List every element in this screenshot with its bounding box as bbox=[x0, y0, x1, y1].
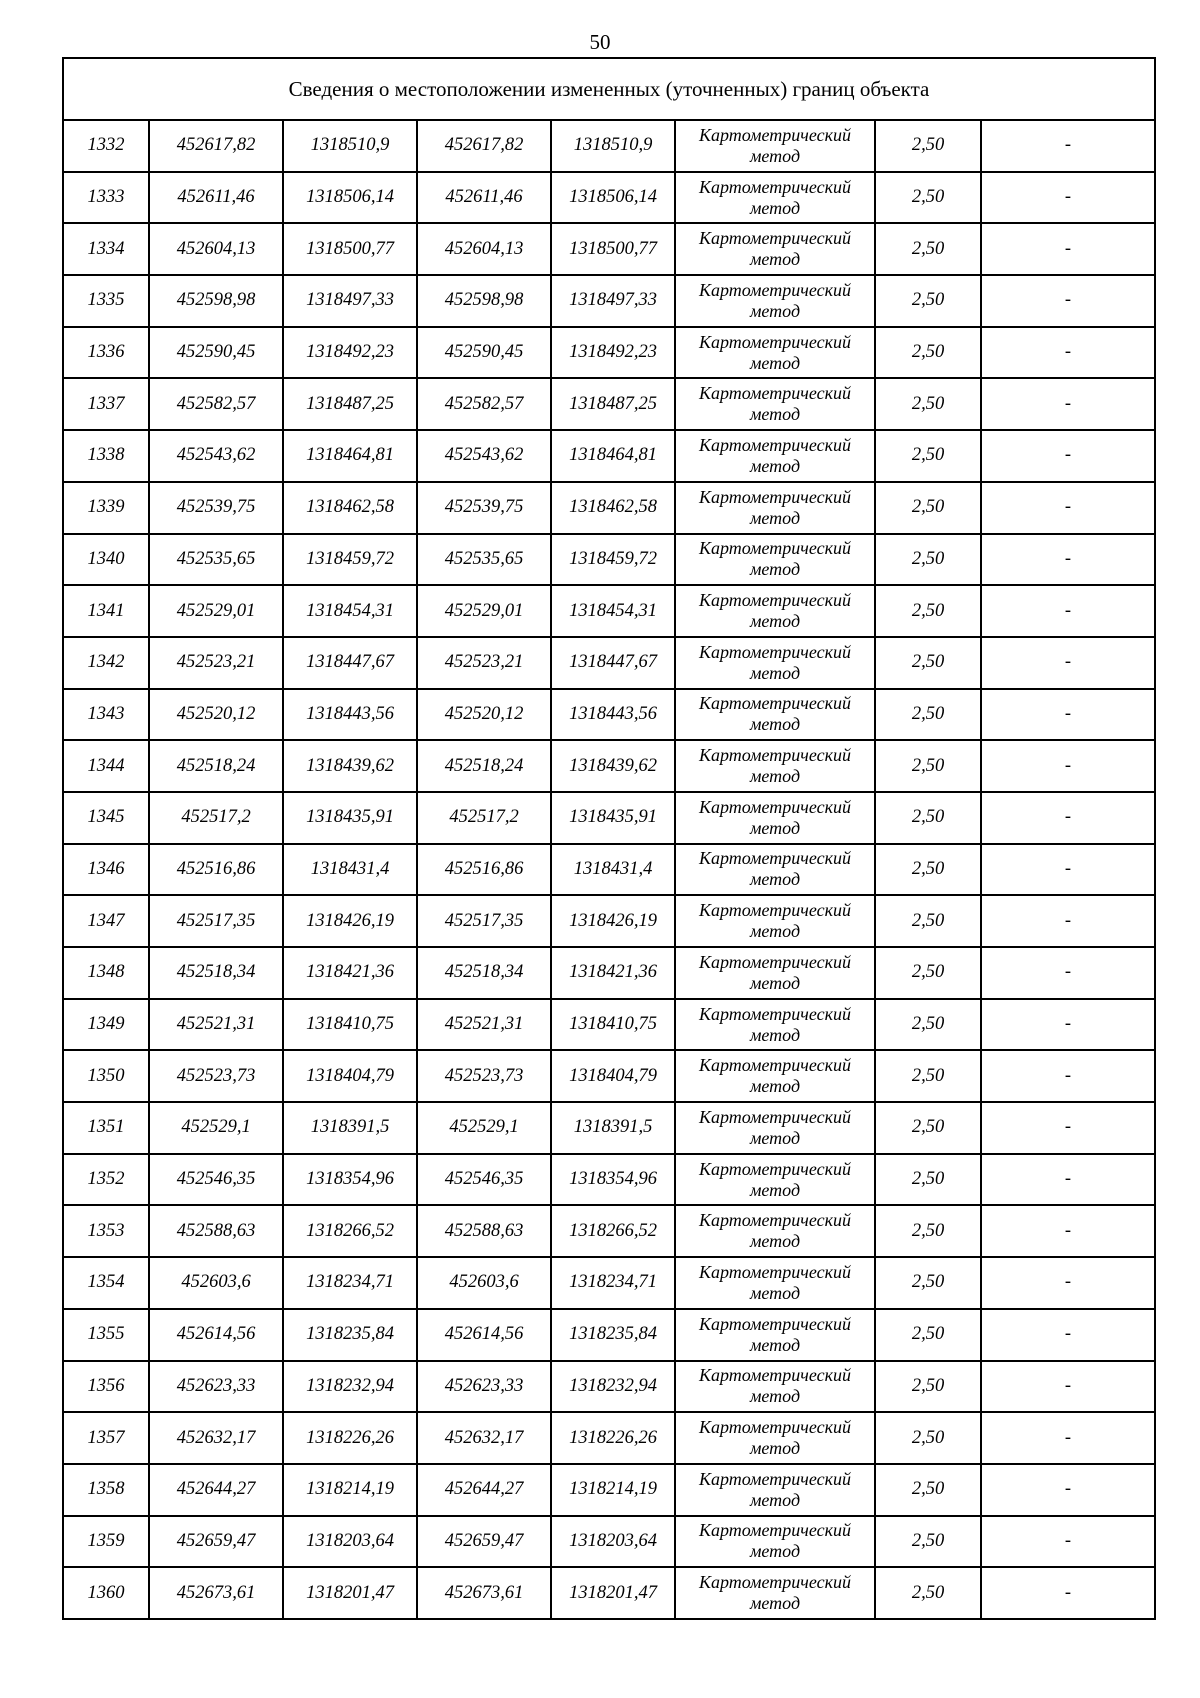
point-number-cell: 1351 bbox=[63, 1102, 149, 1154]
accuracy-cell: 2,50 bbox=[875, 172, 981, 224]
description-cell: - bbox=[981, 1257, 1155, 1309]
new-x-cell: 452517,2 bbox=[417, 792, 551, 844]
point-number-cell: 1354 bbox=[63, 1257, 149, 1309]
description-cell: - bbox=[981, 1567, 1155, 1619]
new-x-cell: 452603,6 bbox=[417, 1257, 551, 1309]
accuracy-cell: 2,50 bbox=[875, 999, 981, 1051]
point-number-cell: 1340 bbox=[63, 534, 149, 586]
existing-x-cell: 452588,63 bbox=[149, 1205, 283, 1257]
existing-y-cell: 1318421,36 bbox=[283, 947, 417, 999]
new-x-cell: 452604,13 bbox=[417, 223, 551, 275]
accuracy-cell: 2,50 bbox=[875, 1464, 981, 1516]
point-number-cell: 1334 bbox=[63, 223, 149, 275]
point-number-cell: 1348 bbox=[63, 947, 149, 999]
new-y-cell: 1318426,19 bbox=[551, 895, 675, 947]
method-cell: Картометрический метод bbox=[675, 947, 875, 999]
description-cell: - bbox=[981, 1154, 1155, 1206]
existing-x-cell: 452614,56 bbox=[149, 1309, 283, 1361]
table-row bbox=[63, 947, 1155, 999]
description-cell: - bbox=[981, 1464, 1155, 1516]
new-y-cell: 1318443,56 bbox=[551, 689, 675, 741]
accuracy-cell: 2,50 bbox=[875, 482, 981, 534]
new-x-cell: 452673,61 bbox=[417, 1567, 551, 1619]
new-x-cell: 452617,82 bbox=[417, 120, 551, 172]
new-y-cell: 1318235,84 bbox=[551, 1309, 675, 1361]
method-cell: Картометрический метод bbox=[675, 999, 875, 1051]
existing-y-cell: 1318454,31 bbox=[283, 585, 417, 637]
new-y-cell: 1318214,19 bbox=[551, 1464, 675, 1516]
method-cell: Картометрический метод bbox=[675, 689, 875, 741]
method-cell: Картометрический метод bbox=[675, 378, 875, 430]
new-y-cell: 1318410,75 bbox=[551, 999, 675, 1051]
new-x-cell: 452614,56 bbox=[417, 1309, 551, 1361]
existing-x-cell: 452590,45 bbox=[149, 327, 283, 379]
existing-y-cell: 1318500,77 bbox=[283, 223, 417, 275]
existing-x-cell: 452604,13 bbox=[149, 223, 283, 275]
new-x-cell: 452582,57 bbox=[417, 378, 551, 430]
table-row bbox=[63, 378, 1155, 430]
method-cell: Картометрический метод bbox=[675, 1257, 875, 1309]
existing-x-cell: 452543,62 bbox=[149, 430, 283, 482]
description-cell: - bbox=[981, 792, 1155, 844]
point-number-cell: 1360 bbox=[63, 1567, 149, 1619]
existing-x-cell: 452523,73 bbox=[149, 1050, 283, 1102]
table-row bbox=[63, 1412, 1155, 1464]
method-cell: Картометрический метод bbox=[675, 1567, 875, 1619]
new-x-cell: 452517,35 bbox=[417, 895, 551, 947]
accuracy-cell: 2,50 bbox=[875, 327, 981, 379]
table-row bbox=[63, 1205, 1155, 1257]
point-number-cell: 1359 bbox=[63, 1516, 149, 1568]
table-row bbox=[63, 637, 1155, 689]
new-y-cell: 1318226,26 bbox=[551, 1412, 675, 1464]
new-x-cell: 452535,65 bbox=[417, 534, 551, 586]
point-number-cell: 1345 bbox=[63, 792, 149, 844]
existing-y-cell: 1318235,84 bbox=[283, 1309, 417, 1361]
existing-x-cell: 452535,65 bbox=[149, 534, 283, 586]
table-title: Сведения о местоположении измененных (уточненных) границ объекта bbox=[63, 58, 1155, 120]
new-y-cell: 1318439,62 bbox=[551, 740, 675, 792]
existing-y-cell: 1318354,96 bbox=[283, 1154, 417, 1206]
description-cell: - bbox=[981, 1102, 1155, 1154]
accuracy-cell: 2,50 bbox=[875, 1516, 981, 1568]
point-number-cell: 1332 bbox=[63, 120, 149, 172]
existing-x-cell: 452582,57 bbox=[149, 378, 283, 430]
existing-y-cell: 1318459,72 bbox=[283, 534, 417, 586]
point-number-cell: 1337 bbox=[63, 378, 149, 430]
table-header-row bbox=[63, 58, 1155, 120]
existing-x-cell: 452603,6 bbox=[149, 1257, 283, 1309]
existing-y-cell: 1318426,19 bbox=[283, 895, 417, 947]
method-cell: Картометрический метод bbox=[675, 1154, 875, 1206]
new-y-cell: 1318232,94 bbox=[551, 1361, 675, 1413]
new-y-cell: 1318431,4 bbox=[551, 844, 675, 896]
description-cell: - bbox=[981, 1205, 1155, 1257]
existing-x-cell: 452598,98 bbox=[149, 275, 283, 327]
point-number-cell: 1350 bbox=[63, 1050, 149, 1102]
method-cell: Картометрический метод bbox=[675, 1205, 875, 1257]
existing-y-cell: 1318487,25 bbox=[283, 378, 417, 430]
method-cell: Картометрический метод bbox=[675, 740, 875, 792]
method-cell: Картометрический метод bbox=[675, 172, 875, 224]
table-row bbox=[63, 120, 1155, 172]
existing-y-cell: 1318391,5 bbox=[283, 1102, 417, 1154]
new-y-cell: 1318435,91 bbox=[551, 792, 675, 844]
new-y-cell: 1318464,81 bbox=[551, 430, 675, 482]
method-cell: Картометрический метод bbox=[675, 792, 875, 844]
point-number-cell: 1341 bbox=[63, 585, 149, 637]
existing-x-cell: 452644,27 bbox=[149, 1464, 283, 1516]
description-cell: - bbox=[981, 689, 1155, 741]
new-x-cell: 452523,73 bbox=[417, 1050, 551, 1102]
new-x-cell: 452529,01 bbox=[417, 585, 551, 637]
point-number-cell: 1357 bbox=[63, 1412, 149, 1464]
method-cell: Картометрический метод bbox=[675, 482, 875, 534]
accuracy-cell: 2,50 bbox=[875, 1154, 981, 1206]
new-x-cell: 452590,45 bbox=[417, 327, 551, 379]
table-row bbox=[63, 1050, 1155, 1102]
table-row bbox=[63, 223, 1155, 275]
existing-y-cell: 1318447,67 bbox=[283, 637, 417, 689]
description-cell: - bbox=[981, 895, 1155, 947]
description-cell: - bbox=[981, 947, 1155, 999]
existing-x-cell: 452521,31 bbox=[149, 999, 283, 1051]
new-x-cell: 452518,34 bbox=[417, 947, 551, 999]
accuracy-cell: 2,50 bbox=[875, 1102, 981, 1154]
new-x-cell: 452520,12 bbox=[417, 689, 551, 741]
table-row bbox=[63, 792, 1155, 844]
table-row bbox=[63, 1154, 1155, 1206]
point-number-cell: 1349 bbox=[63, 999, 149, 1051]
existing-x-cell: 452516,86 bbox=[149, 844, 283, 896]
table-row bbox=[63, 585, 1155, 637]
accuracy-cell: 2,50 bbox=[875, 740, 981, 792]
accuracy-cell: 2,50 bbox=[875, 1412, 981, 1464]
existing-y-cell: 1318431,4 bbox=[283, 844, 417, 896]
table-row bbox=[63, 1309, 1155, 1361]
method-cell: Картометрический метод bbox=[675, 1464, 875, 1516]
table-row bbox=[63, 1361, 1155, 1413]
existing-y-cell: 1318201,47 bbox=[283, 1567, 417, 1619]
point-number-cell: 1353 bbox=[63, 1205, 149, 1257]
method-cell: Картометрический метод bbox=[675, 275, 875, 327]
point-number-cell: 1342 bbox=[63, 637, 149, 689]
method-cell: Картометрический метод bbox=[675, 120, 875, 172]
new-y-cell: 1318492,23 bbox=[551, 327, 675, 379]
description-cell: - bbox=[981, 1309, 1155, 1361]
new-y-cell: 1318454,31 bbox=[551, 585, 675, 637]
description-cell: - bbox=[981, 327, 1155, 379]
existing-x-cell: 452617,82 bbox=[149, 120, 283, 172]
new-x-cell: 452516,86 bbox=[417, 844, 551, 896]
accuracy-cell: 2,50 bbox=[875, 378, 981, 430]
new-x-cell: 452623,33 bbox=[417, 1361, 551, 1413]
existing-x-cell: 452518,24 bbox=[149, 740, 283, 792]
accuracy-cell: 2,50 bbox=[875, 1257, 981, 1309]
description-cell: - bbox=[981, 275, 1155, 327]
new-y-cell: 1318234,71 bbox=[551, 1257, 675, 1309]
accuracy-cell: 2,50 bbox=[875, 275, 981, 327]
table-row bbox=[63, 275, 1155, 327]
accuracy-cell: 2,50 bbox=[875, 120, 981, 172]
existing-y-cell: 1318497,33 bbox=[283, 275, 417, 327]
description-cell: - bbox=[981, 637, 1155, 689]
existing-x-cell: 452523,21 bbox=[149, 637, 283, 689]
description-cell: - bbox=[981, 585, 1155, 637]
new-x-cell: 452521,31 bbox=[417, 999, 551, 1051]
existing-x-cell: 452518,34 bbox=[149, 947, 283, 999]
method-cell: Картометрический метод bbox=[675, 223, 875, 275]
method-cell: Картометрический метод bbox=[675, 895, 875, 947]
existing-y-cell: 1318203,64 bbox=[283, 1516, 417, 1568]
new-x-cell: 452529,1 bbox=[417, 1102, 551, 1154]
existing-y-cell: 1318226,26 bbox=[283, 1412, 417, 1464]
point-number-cell: 1338 bbox=[63, 430, 149, 482]
table-row bbox=[63, 999, 1155, 1051]
point-number-cell: 1335 bbox=[63, 275, 149, 327]
new-x-cell: 452539,75 bbox=[417, 482, 551, 534]
new-x-cell: 452518,24 bbox=[417, 740, 551, 792]
existing-y-cell: 1318266,52 bbox=[283, 1205, 417, 1257]
accuracy-cell: 2,50 bbox=[875, 1361, 981, 1413]
page-number: 50 bbox=[589, 30, 611, 54]
table-row bbox=[63, 327, 1155, 379]
new-y-cell: 1318500,77 bbox=[551, 223, 675, 275]
method-cell: Картометрический метод bbox=[675, 585, 875, 637]
boundary-coordinates-table bbox=[62, 57, 1156, 1620]
new-y-cell: 1318354,96 bbox=[551, 1154, 675, 1206]
new-y-cell: 1318462,58 bbox=[551, 482, 675, 534]
description-cell: - bbox=[981, 534, 1155, 586]
accuracy-cell: 2,50 bbox=[875, 637, 981, 689]
point-number-cell: 1343 bbox=[63, 689, 149, 741]
existing-y-cell: 1318506,14 bbox=[283, 172, 417, 224]
method-cell: Картометрический метод bbox=[675, 1361, 875, 1413]
new-y-cell: 1318421,36 bbox=[551, 947, 675, 999]
existing-x-cell: 452546,35 bbox=[149, 1154, 283, 1206]
accuracy-cell: 2,50 bbox=[875, 585, 981, 637]
new-y-cell: 1318404,79 bbox=[551, 1050, 675, 1102]
table-row bbox=[63, 1257, 1155, 1309]
new-x-cell: 452588,63 bbox=[417, 1205, 551, 1257]
method-cell: Картометрический метод bbox=[675, 534, 875, 586]
accuracy-cell: 2,50 bbox=[875, 430, 981, 482]
method-cell: Картометрический метод bbox=[675, 327, 875, 379]
method-cell: Картометрический метод bbox=[675, 430, 875, 482]
table-body bbox=[63, 120, 1155, 1619]
existing-y-cell: 1318435,91 bbox=[283, 792, 417, 844]
existing-y-cell: 1318232,94 bbox=[283, 1361, 417, 1413]
existing-x-cell: 452673,61 bbox=[149, 1567, 283, 1619]
new-x-cell: 452659,47 bbox=[417, 1516, 551, 1568]
new-y-cell: 1318506,14 bbox=[551, 172, 675, 224]
new-y-cell: 1318203,64 bbox=[551, 1516, 675, 1568]
table-row bbox=[63, 689, 1155, 741]
new-x-cell: 452543,62 bbox=[417, 430, 551, 482]
accuracy-cell: 2,50 bbox=[875, 895, 981, 947]
description-cell: - bbox=[981, 482, 1155, 534]
new-y-cell: 1318391,5 bbox=[551, 1102, 675, 1154]
table-row bbox=[63, 534, 1155, 586]
new-y-cell: 1318459,72 bbox=[551, 534, 675, 586]
accuracy-cell: 2,50 bbox=[875, 844, 981, 896]
new-x-cell: 452644,27 bbox=[417, 1464, 551, 1516]
table-row bbox=[63, 740, 1155, 792]
new-y-cell: 1318447,67 bbox=[551, 637, 675, 689]
description-cell: - bbox=[981, 172, 1155, 224]
accuracy-cell: 2,50 bbox=[875, 1309, 981, 1361]
description-cell: - bbox=[981, 120, 1155, 172]
method-cell: Картометрический метод bbox=[675, 844, 875, 896]
existing-x-cell: 452632,17 bbox=[149, 1412, 283, 1464]
description-cell: - bbox=[981, 999, 1155, 1051]
method-cell: Картометрический метод bbox=[675, 1412, 875, 1464]
accuracy-cell: 2,50 bbox=[875, 223, 981, 275]
description-cell: - bbox=[981, 844, 1155, 896]
existing-y-cell: 1318439,62 bbox=[283, 740, 417, 792]
new-y-cell: 1318497,33 bbox=[551, 275, 675, 327]
accuracy-cell: 2,50 bbox=[875, 792, 981, 844]
existing-x-cell: 452539,75 bbox=[149, 482, 283, 534]
existing-y-cell: 1318510,9 bbox=[283, 120, 417, 172]
accuracy-cell: 2,50 bbox=[875, 534, 981, 586]
description-cell: - bbox=[981, 430, 1155, 482]
method-cell: Картометрический метод bbox=[675, 1516, 875, 1568]
point-number-cell: 1352 bbox=[63, 1154, 149, 1206]
existing-y-cell: 1318234,71 bbox=[283, 1257, 417, 1309]
new-x-cell: 452632,17 bbox=[417, 1412, 551, 1464]
point-number-cell: 1358 bbox=[63, 1464, 149, 1516]
new-x-cell: 452523,21 bbox=[417, 637, 551, 689]
description-cell: - bbox=[981, 223, 1155, 275]
existing-x-cell: 452529,01 bbox=[149, 585, 283, 637]
description-cell: - bbox=[981, 740, 1155, 792]
existing-x-cell: 452529,1 bbox=[149, 1102, 283, 1154]
new-x-cell: 452598,98 bbox=[417, 275, 551, 327]
description-cell: - bbox=[981, 1412, 1155, 1464]
table-row bbox=[63, 844, 1155, 896]
description-cell: - bbox=[981, 378, 1155, 430]
point-number-cell: 1346 bbox=[63, 844, 149, 896]
point-number-cell: 1355 bbox=[63, 1309, 149, 1361]
table-row bbox=[63, 430, 1155, 482]
existing-x-cell: 452659,47 bbox=[149, 1516, 283, 1568]
point-number-cell: 1347 bbox=[63, 895, 149, 947]
existing-y-cell: 1318404,79 bbox=[283, 1050, 417, 1102]
method-cell: Картометрический метод bbox=[675, 1309, 875, 1361]
accuracy-cell: 2,50 bbox=[875, 1050, 981, 1102]
accuracy-cell: 2,50 bbox=[875, 1205, 981, 1257]
method-cell: Картометрический метод bbox=[675, 1050, 875, 1102]
point-number-cell: 1344 bbox=[63, 740, 149, 792]
new-x-cell: 452611,46 bbox=[417, 172, 551, 224]
table-row bbox=[63, 482, 1155, 534]
point-number-cell: 1339 bbox=[63, 482, 149, 534]
table-row bbox=[63, 1464, 1155, 1516]
new-x-cell: 452546,35 bbox=[417, 1154, 551, 1206]
existing-x-cell: 452623,33 bbox=[149, 1361, 283, 1413]
existing-y-cell: 1318464,81 bbox=[283, 430, 417, 482]
existing-y-cell: 1318462,58 bbox=[283, 482, 417, 534]
existing-x-cell: 452517,2 bbox=[149, 792, 283, 844]
method-cell: Картометрический метод bbox=[675, 637, 875, 689]
description-cell: - bbox=[981, 1050, 1155, 1102]
new-y-cell: 1318510,9 bbox=[551, 120, 675, 172]
existing-y-cell: 1318492,23 bbox=[283, 327, 417, 379]
new-y-cell: 1318487,25 bbox=[551, 378, 675, 430]
new-y-cell: 1318266,52 bbox=[551, 1205, 675, 1257]
point-number-cell: 1356 bbox=[63, 1361, 149, 1413]
table-row bbox=[63, 1516, 1155, 1568]
point-number-cell: 1336 bbox=[63, 327, 149, 379]
accuracy-cell: 2,50 bbox=[875, 689, 981, 741]
existing-y-cell: 1318214,19 bbox=[283, 1464, 417, 1516]
existing-x-cell: 452611,46 bbox=[149, 172, 283, 224]
existing-y-cell: 1318410,75 bbox=[283, 999, 417, 1051]
table-row bbox=[63, 895, 1155, 947]
table-row bbox=[63, 172, 1155, 224]
existing-y-cell: 1318443,56 bbox=[283, 689, 417, 741]
table-row bbox=[63, 1102, 1155, 1154]
new-y-cell: 1318201,47 bbox=[551, 1567, 675, 1619]
table-row bbox=[63, 1567, 1155, 1619]
accuracy-cell: 2,50 bbox=[875, 1567, 981, 1619]
method-cell: Картометрический метод bbox=[675, 1102, 875, 1154]
description-cell: - bbox=[981, 1516, 1155, 1568]
existing-x-cell: 452520,12 bbox=[149, 689, 283, 741]
accuracy-cell: 2,50 bbox=[875, 947, 981, 999]
existing-x-cell: 452517,35 bbox=[149, 895, 283, 947]
description-cell: - bbox=[981, 1361, 1155, 1413]
point-number-cell: 1333 bbox=[63, 172, 149, 224]
